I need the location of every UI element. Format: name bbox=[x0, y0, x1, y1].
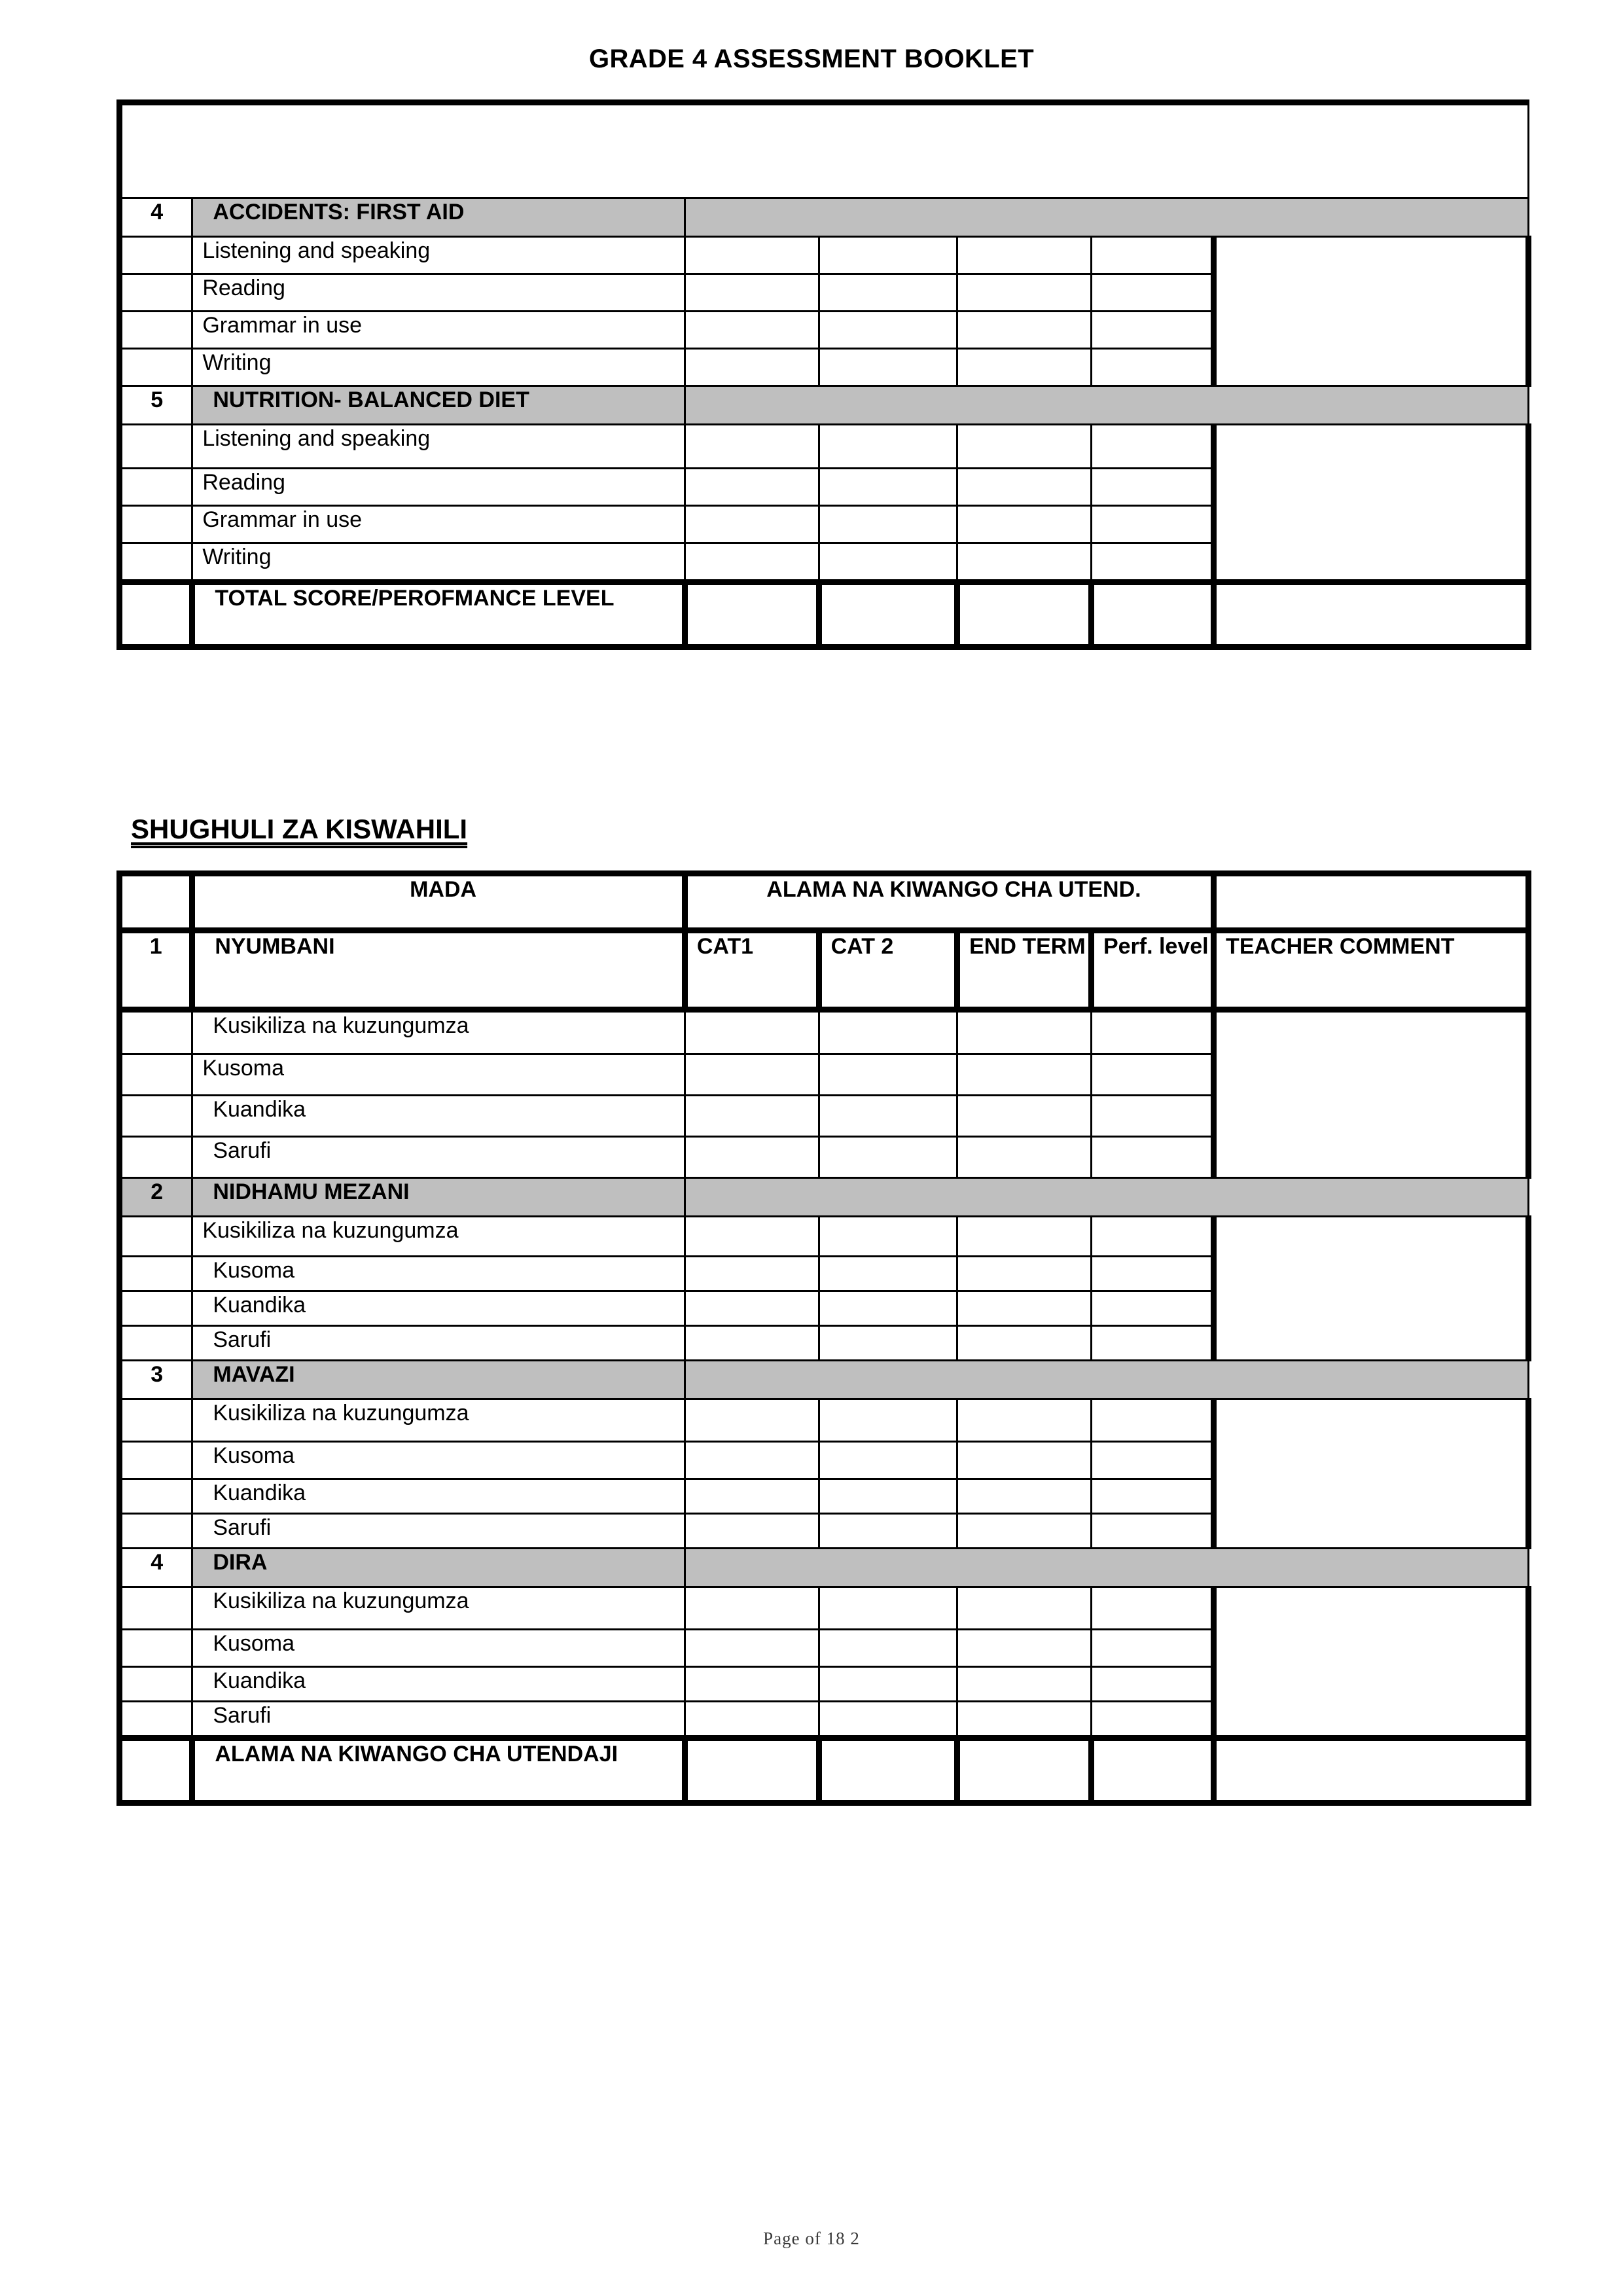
section-number: 2 bbox=[120, 1178, 192, 1217]
row-index-cell bbox=[120, 425, 192, 469]
teacher-comment-cell[interactable] bbox=[1213, 425, 1528, 583]
end-term-cell[interactable] bbox=[957, 1479, 1092, 1514]
cat2-cell[interactable] bbox=[819, 1137, 957, 1178]
table-row-section-header bbox=[120, 1549, 1529, 1587]
section-topic: NUTRITION- BALANCED DIET bbox=[192, 386, 685, 425]
teacher-comment-cell[interactable] bbox=[1213, 237, 1528, 386]
cat2-cell[interactable] bbox=[819, 349, 957, 386]
row-index-cell bbox=[120, 1257, 192, 1291]
english-assessment-table bbox=[116, 99, 1531, 650]
section-header-filler bbox=[685, 198, 1528, 237]
skill-label: Grammar in use bbox=[192, 506, 685, 543]
end-term-cell[interactable] bbox=[957, 1137, 1092, 1178]
total-cat2-cell[interactable] bbox=[819, 583, 957, 647]
table-row-section-header bbox=[120, 198, 1529, 237]
row-index-cell bbox=[120, 1399, 192, 1442]
cat2-cell[interactable] bbox=[819, 1702, 957, 1738]
skill-label: Kuandika bbox=[192, 1291, 685, 1326]
row-index-cell bbox=[120, 1096, 192, 1137]
row-index-cell bbox=[120, 506, 192, 543]
end-term-cell[interactable] bbox=[957, 1010, 1092, 1054]
cat1-cell[interactable] bbox=[685, 543, 819, 583]
teacher-comment-cell[interactable] bbox=[1214, 1399, 1529, 1549]
cat2-cell[interactable] bbox=[819, 1326, 957, 1361]
row-index-cell bbox=[120, 1479, 192, 1514]
perf-level-cell[interactable] bbox=[1091, 1054, 1213, 1096]
row-index-cell bbox=[120, 469, 192, 506]
section-header-filler bbox=[685, 1361, 1528, 1399]
end-term-cell[interactable] bbox=[957, 1702, 1092, 1738]
cat1-cell[interactable] bbox=[685, 1442, 819, 1479]
end-term-cell[interactable] bbox=[957, 349, 1092, 386]
cat1-cell[interactable] bbox=[685, 1587, 819, 1630]
end-term-cell[interactable] bbox=[957, 1257, 1092, 1291]
end-term-cell[interactable] bbox=[957, 312, 1092, 349]
end-term-cell[interactable] bbox=[957, 1587, 1092, 1630]
skill-label: Kusikiliza na kuzungumza bbox=[192, 1010, 685, 1054]
column-header-end-term: END TERM bbox=[957, 931, 1092, 1010]
cat1-cell[interactable] bbox=[685, 1291, 819, 1326]
teacher-comment-cell[interactable] bbox=[1214, 1587, 1529, 1738]
skill-label: Kuandika bbox=[192, 1667, 685, 1702]
total-end-term-cell[interactable] bbox=[957, 1738, 1092, 1803]
skill-label: Kusoma bbox=[192, 1630, 685, 1667]
skill-label: Kusikiliza na kuzungumza bbox=[192, 1587, 685, 1630]
skill-label: Sarufi bbox=[192, 1514, 685, 1549]
skill-label: Sarufi bbox=[192, 1702, 685, 1738]
skill-label: Kusoma bbox=[192, 1257, 685, 1291]
cat2-cell[interactable] bbox=[819, 425, 957, 469]
cat2-cell[interactable] bbox=[819, 1010, 957, 1054]
table-row bbox=[120, 1399, 1529, 1442]
cat1-cell[interactable] bbox=[685, 1137, 819, 1178]
row-index-cell bbox=[120, 1217, 192, 1257]
row-index-cell bbox=[120, 1442, 192, 1479]
table-row bbox=[120, 1217, 1529, 1257]
table-row bbox=[120, 237, 1529, 274]
skill-label: Listening and speaking bbox=[192, 425, 685, 469]
total-perf-level-cell[interactable] bbox=[1091, 583, 1213, 647]
header-mada-cell: MADA bbox=[192, 874, 685, 931]
perf-level-cell[interactable] bbox=[1091, 274, 1213, 312]
cat1-cell[interactable] bbox=[685, 1217, 819, 1257]
row-index-cell bbox=[120, 1137, 192, 1178]
section-number: 3 bbox=[120, 1361, 192, 1399]
end-term-cell[interactable] bbox=[957, 1096, 1092, 1137]
perf-level-cell[interactable] bbox=[1091, 349, 1213, 386]
end-term-cell[interactable] bbox=[957, 1630, 1092, 1667]
total-cat2-cell[interactable] bbox=[819, 1738, 957, 1803]
end-term-cell[interactable] bbox=[957, 237, 1092, 274]
perf-level-cell[interactable] bbox=[1091, 1291, 1213, 1326]
skill-label: Writing bbox=[192, 349, 685, 386]
row-index-cell bbox=[120, 1326, 192, 1361]
total-row-label: ALAMA NA KIWANGO CHA UTENDAJI bbox=[192, 1738, 685, 1803]
cat2-cell[interactable] bbox=[819, 1630, 957, 1667]
perf-level-cell[interactable] bbox=[1091, 1442, 1213, 1479]
end-term-cell[interactable] bbox=[957, 506, 1092, 543]
table-row-column-headers bbox=[120, 931, 1529, 1010]
skill-label: Reading bbox=[192, 274, 685, 312]
cat2-cell[interactable] bbox=[819, 1257, 957, 1291]
end-term-cell[interactable] bbox=[957, 1442, 1092, 1479]
perf-level-cell[interactable] bbox=[1091, 1514, 1213, 1549]
row-index-cell bbox=[120, 1514, 192, 1549]
cat2-cell[interactable] bbox=[819, 1587, 957, 1630]
perf-level-cell[interactable] bbox=[1091, 543, 1213, 583]
cat2-cell[interactable] bbox=[819, 506, 957, 543]
perf-level-cell[interactable] bbox=[1091, 1399, 1213, 1442]
page-title: GRADE 4 ASSESSMENT BOOKLET bbox=[588, 45, 1035, 73]
row-index-cell bbox=[120, 1667, 192, 1702]
section-number: 5 bbox=[120, 386, 192, 425]
table-row-section-header bbox=[120, 386, 1529, 425]
skill-label: Writing bbox=[192, 543, 685, 583]
total-teacher-comment-cell[interactable] bbox=[1214, 1738, 1529, 1803]
page-footer: Page of 18 2 bbox=[763, 2229, 860, 2248]
skill-label: Sarufi bbox=[192, 1326, 685, 1361]
end-term-cell[interactable] bbox=[957, 425, 1092, 469]
perf-level-cell[interactable] bbox=[1091, 506, 1213, 543]
section-header-filler bbox=[685, 1549, 1528, 1587]
skill-label: Kusoma bbox=[192, 1442, 685, 1479]
row-index-cell bbox=[120, 1702, 192, 1738]
perf-level-cell[interactable] bbox=[1091, 1479, 1213, 1514]
total-teacher-comment-cell[interactable] bbox=[1213, 583, 1528, 647]
cat1-cell[interactable] bbox=[685, 1010, 819, 1054]
cat1-cell[interactable] bbox=[685, 237, 819, 274]
cat2-cell[interactable] bbox=[819, 1217, 957, 1257]
row-index-cell bbox=[120, 1010, 192, 1054]
section-header-filler bbox=[685, 1178, 1528, 1217]
perf-level-cell[interactable] bbox=[1091, 1702, 1213, 1738]
end-term-cell[interactable] bbox=[957, 1217, 1092, 1257]
perf-level-cell[interactable] bbox=[1091, 1326, 1213, 1361]
header-comment-blank-cell bbox=[1214, 874, 1529, 931]
cat1-cell[interactable] bbox=[685, 1479, 819, 1514]
column-header-cat2: CAT 2 bbox=[819, 931, 957, 1010]
end-term-cell[interactable] bbox=[957, 469, 1092, 506]
table-row-blank-band bbox=[120, 103, 1529, 198]
total-row-index bbox=[120, 583, 192, 647]
cat1-cell[interactable] bbox=[685, 1702, 819, 1738]
kiswahili-section-heading: SHUGHULI ZA KISWAHILI bbox=[131, 814, 468, 844]
perf-level-cell[interactable] bbox=[1091, 1630, 1213, 1667]
end-term-cell[interactable] bbox=[957, 543, 1092, 583]
table-row-section-header bbox=[120, 1178, 1529, 1217]
cat2-cell[interactable] bbox=[819, 543, 957, 583]
table-row-total bbox=[120, 1738, 1529, 1803]
cat1-cell[interactable] bbox=[685, 1257, 819, 1291]
skill-label: Reading bbox=[192, 469, 685, 506]
table-row bbox=[120, 1587, 1529, 1630]
perf-level-cell[interactable] bbox=[1091, 1217, 1213, 1257]
cat2-cell[interactable] bbox=[819, 237, 957, 274]
perf-level-cell[interactable] bbox=[1091, 469, 1213, 506]
cat1-cell[interactable] bbox=[685, 1667, 819, 1702]
table-row bbox=[120, 1010, 1529, 1054]
cat1-cell[interactable] bbox=[685, 1630, 819, 1667]
perf-level-cell[interactable] bbox=[1091, 425, 1213, 469]
cat2-cell[interactable] bbox=[819, 1399, 957, 1442]
row-index-cell bbox=[120, 274, 192, 312]
end-term-cell[interactable] bbox=[957, 1326, 1092, 1361]
column-header-teacher-comment: TEACHER COMMENT bbox=[1214, 931, 1529, 1010]
section-topic: DIRA bbox=[192, 1549, 685, 1587]
cat2-cell[interactable] bbox=[819, 1667, 957, 1702]
table-row-section-header bbox=[120, 1361, 1529, 1399]
skill-label: Grammar in use bbox=[192, 312, 685, 349]
cat1-cell[interactable] bbox=[685, 1054, 819, 1096]
section-number: 4 bbox=[120, 198, 192, 237]
perf-level-cell[interactable] bbox=[1091, 1587, 1213, 1630]
row-index-cell bbox=[120, 237, 192, 274]
cat1-cell[interactable] bbox=[685, 312, 819, 349]
end-term-cell[interactable] bbox=[957, 274, 1092, 312]
cat1-cell[interactable] bbox=[685, 274, 819, 312]
skill-label: Listening and speaking bbox=[192, 237, 685, 274]
cat2-cell[interactable] bbox=[819, 1291, 957, 1326]
end-term-cell[interactable] bbox=[957, 1514, 1092, 1549]
row-index-cell bbox=[120, 1291, 192, 1326]
header-alama-cell: ALAMA NA KIWANGO CHA UTEND. bbox=[685, 874, 1213, 931]
total-cat1-cell[interactable] bbox=[685, 583, 819, 647]
cat1-cell[interactable] bbox=[685, 1514, 819, 1549]
cat2-cell[interactable] bbox=[819, 312, 957, 349]
perf-level-cell[interactable] bbox=[1091, 312, 1213, 349]
cat2-cell[interactable] bbox=[819, 469, 957, 506]
cat2-cell[interactable] bbox=[819, 1442, 957, 1479]
skill-label: Kuandika bbox=[192, 1096, 685, 1137]
cat1-cell[interactable] bbox=[685, 1399, 819, 1442]
row-index-cell bbox=[120, 1587, 192, 1630]
teacher-comment-cell[interactable] bbox=[1214, 1010, 1529, 1178]
row-index-cell bbox=[120, 543, 192, 583]
skill-label: Kusikiliza na kuzungumza bbox=[192, 1217, 685, 1257]
perf-level-cell[interactable] bbox=[1091, 237, 1213, 274]
perf-level-cell[interactable] bbox=[1091, 1257, 1213, 1291]
cat1-cell[interactable] bbox=[685, 1096, 819, 1137]
column-header-cat1: CAT1 bbox=[685, 931, 819, 1010]
row-index-cell bbox=[120, 1054, 192, 1096]
cat1-cell[interactable] bbox=[685, 469, 819, 506]
column-header-perf-level: Perf. level bbox=[1091, 931, 1213, 1010]
total-perf-level-cell[interactable] bbox=[1091, 1738, 1213, 1803]
section-header-filler bbox=[685, 386, 1528, 425]
row-index-cell bbox=[120, 349, 192, 386]
end-term-cell[interactable] bbox=[957, 1399, 1092, 1442]
cat2-cell[interactable] bbox=[819, 1479, 957, 1514]
cat2-cell[interactable] bbox=[819, 1096, 957, 1137]
table-row bbox=[120, 425, 1529, 469]
cat2-cell[interactable] bbox=[819, 1514, 957, 1549]
section-topic: MAVAZI bbox=[192, 1361, 685, 1399]
section-number: 4 bbox=[120, 1549, 192, 1587]
row-index-cell bbox=[120, 312, 192, 349]
total-end-term-cell[interactable] bbox=[957, 583, 1092, 647]
end-term-cell[interactable] bbox=[957, 1054, 1092, 1096]
skill-label: Kusikiliza na kuzungumza bbox=[192, 1399, 685, 1442]
header-index-cell bbox=[120, 874, 192, 931]
perf-level-cell[interactable] bbox=[1091, 1096, 1213, 1137]
end-term-cell[interactable] bbox=[957, 1667, 1092, 1702]
cat1-cell[interactable] bbox=[685, 349, 819, 386]
section-topic: NIDHAMU MEZANI bbox=[192, 1178, 685, 1217]
perf-level-cell[interactable] bbox=[1091, 1137, 1213, 1178]
total-row-index bbox=[120, 1738, 192, 1803]
total-cat1-cell[interactable] bbox=[685, 1738, 819, 1803]
table-row-header-top bbox=[120, 874, 1529, 931]
cat2-cell[interactable] bbox=[819, 1054, 957, 1096]
cat1-cell[interactable] bbox=[685, 506, 819, 543]
skill-label: Kusoma bbox=[192, 1054, 685, 1096]
section-number: 1 bbox=[120, 931, 192, 1010]
teacher-comment-cell[interactable] bbox=[1214, 1217, 1529, 1361]
cat2-cell[interactable] bbox=[819, 274, 957, 312]
section-topic: NYUMBANI bbox=[192, 931, 685, 1010]
row-index-cell bbox=[120, 1630, 192, 1667]
end-term-cell[interactable] bbox=[957, 1291, 1092, 1326]
table-row-total bbox=[120, 583, 1529, 647]
skill-label: Sarufi bbox=[192, 1137, 685, 1178]
total-row-label: TOTAL SCORE/PEROFMANCE LEVEL bbox=[192, 583, 685, 647]
perf-level-cell[interactable] bbox=[1091, 1667, 1213, 1702]
blank-band-cell[interactable] bbox=[120, 103, 1529, 198]
skill-label: Kuandika bbox=[192, 1479, 685, 1514]
section-topic: ACCIDENTS: FIRST AID bbox=[192, 198, 685, 237]
kiswahili-assessment-table bbox=[116, 870, 1531, 1806]
cat1-cell[interactable] bbox=[685, 1326, 819, 1361]
cat1-cell[interactable] bbox=[685, 425, 819, 469]
perf-level-cell[interactable] bbox=[1091, 1010, 1213, 1054]
